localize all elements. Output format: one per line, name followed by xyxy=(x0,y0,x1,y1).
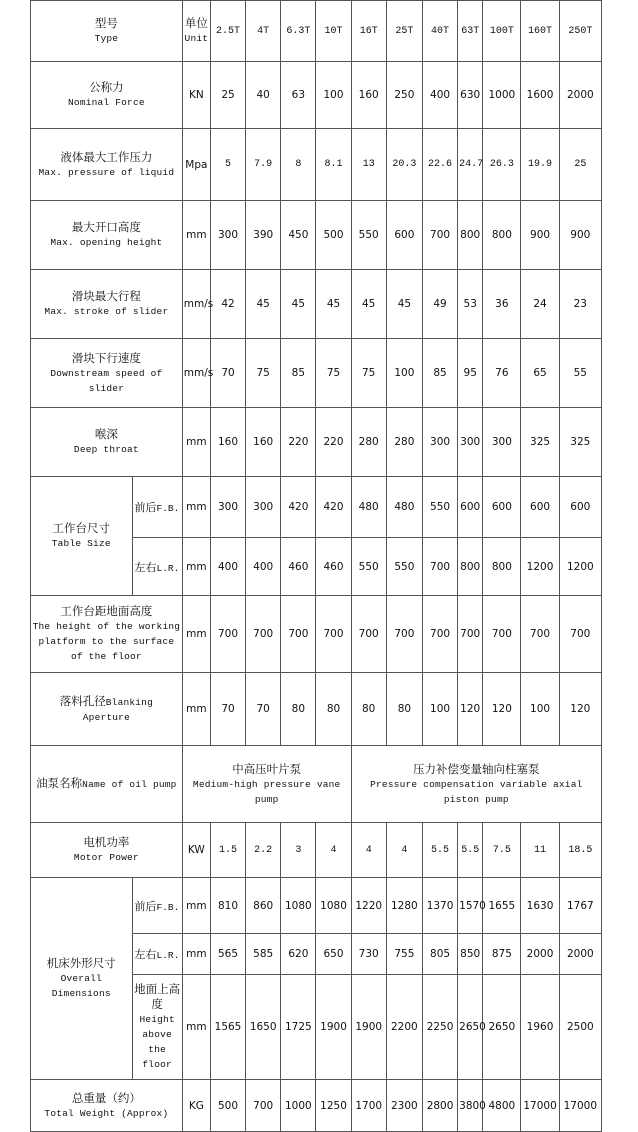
value-cell: 22.6 xyxy=(422,129,457,201)
value-cell: 700 xyxy=(422,538,457,596)
nominal-force-row xyxy=(31,62,602,129)
value-cell: 860 xyxy=(246,878,281,934)
value-cell: 13 xyxy=(351,129,386,201)
value-cell: 45 xyxy=(281,270,316,339)
unit-cell: mm xyxy=(182,408,210,477)
sub-label: 地面上高度 Height above the floor xyxy=(132,975,182,1080)
value-cell: 80 xyxy=(281,673,316,746)
value-cell: 700 xyxy=(483,596,521,673)
value-cell: 390 xyxy=(246,201,281,270)
value-cell: 420 xyxy=(281,477,316,538)
value-cell: 1600 xyxy=(521,62,559,129)
spec-table xyxy=(30,0,602,1132)
value-cell: 700 xyxy=(246,1080,281,1132)
unit-cell: mm xyxy=(182,201,210,270)
type-header: 型号 Type xyxy=(31,1,183,62)
value-cell: 700 xyxy=(559,596,601,673)
column-header: 40T xyxy=(422,1,457,62)
value-cell: 600 xyxy=(483,477,521,538)
value-cell: 300 xyxy=(210,477,245,538)
value-cell: 800 xyxy=(458,201,483,270)
value-cell: 480 xyxy=(386,477,422,538)
unit-cell: KN xyxy=(182,62,210,129)
value-cell: 1080 xyxy=(281,878,316,934)
total-weight-row xyxy=(31,1080,602,1132)
value-cell: 63 xyxy=(281,62,316,129)
value-cell: 19.9 xyxy=(521,129,559,201)
value-cell: 600 xyxy=(559,477,601,538)
value-cell: 75 xyxy=(316,339,351,408)
value-cell: 45 xyxy=(351,270,386,339)
value-cell: 24.7 xyxy=(458,129,483,201)
value-cell: 300 xyxy=(458,408,483,477)
value-cell: 300 xyxy=(422,408,457,477)
value-cell: 1000 xyxy=(483,62,521,129)
value-cell: 42 xyxy=(210,270,245,339)
oil-pump-row xyxy=(31,746,602,823)
value-cell: 800 xyxy=(483,538,521,596)
value-cell: 120 xyxy=(458,673,483,746)
max-stroke-row xyxy=(31,270,602,339)
value-cell: 4 xyxy=(351,823,386,878)
value-cell: 18.5 xyxy=(559,823,601,878)
value-cell: 8.1 xyxy=(316,129,351,201)
value-cell: 70 xyxy=(210,339,245,408)
value-cell: 5.5 xyxy=(422,823,457,878)
value-cell: 25 xyxy=(210,62,245,129)
value-cell: 4 xyxy=(386,823,422,878)
value-cell: 1900 xyxy=(351,975,386,1080)
row-label: 液体最大工作压力 Max. pressure of liquid xyxy=(31,129,183,201)
value-cell: 1565 xyxy=(210,975,245,1080)
max-pressure-row xyxy=(31,129,602,201)
unit-cell: mm xyxy=(182,477,210,538)
value-cell: 550 xyxy=(386,538,422,596)
value-cell: 700 xyxy=(351,596,386,673)
header-row xyxy=(31,1,602,62)
unit-cell: KW xyxy=(182,823,210,878)
value-cell: 700 xyxy=(386,596,422,673)
value-cell: 23 xyxy=(559,270,601,339)
value-cell: 2200 xyxy=(386,975,422,1080)
value-cell: 3 xyxy=(281,823,316,878)
value-cell: 1000 xyxy=(281,1080,316,1132)
value-cell: 700 xyxy=(246,596,281,673)
value-cell: 550 xyxy=(422,477,457,538)
value-cell: 160 xyxy=(246,408,281,477)
value-cell: 2800 xyxy=(422,1080,457,1132)
value-cell: 700 xyxy=(422,596,457,673)
unit-cell: mm xyxy=(182,538,210,596)
value-cell: 85 xyxy=(281,339,316,408)
value-cell: 400 xyxy=(422,62,457,129)
row-label: 公称力 Nominal Force xyxy=(31,62,183,129)
value-cell: 280 xyxy=(351,408,386,477)
value-cell: 7.5 xyxy=(483,823,521,878)
unit-cell: Mpa xyxy=(182,129,210,201)
value-cell: 4 xyxy=(316,823,351,878)
value-cell: 420 xyxy=(316,477,351,538)
value-cell: 2300 xyxy=(386,1080,422,1132)
column-header: 160T xyxy=(521,1,559,62)
value-cell: 550 xyxy=(351,538,386,596)
row-label: 总重量（约） Total Weight (Approx) xyxy=(31,1080,183,1132)
value-cell: 630 xyxy=(458,62,483,129)
value-cell: 220 xyxy=(281,408,316,477)
value-cell: 480 xyxy=(351,477,386,538)
value-cell: 600 xyxy=(521,477,559,538)
value-cell: 500 xyxy=(210,1080,245,1132)
value-cell: 2000 xyxy=(559,934,601,975)
value-cell: 45 xyxy=(246,270,281,339)
value-cell: 75 xyxy=(351,339,386,408)
value-cell: 160 xyxy=(210,408,245,477)
value-cell: 1220 xyxy=(351,878,386,934)
value-cell: 70 xyxy=(210,673,245,746)
unit-cell: mm/s xyxy=(182,270,210,339)
value-cell: 20.3 xyxy=(386,129,422,201)
value-cell: 805 xyxy=(422,934,457,975)
value-cell: 2650 xyxy=(458,975,483,1080)
piston-pump-cell: 压力补偿变量轴向柱塞泵 Pressure compensation variable axial piston pump xyxy=(351,746,601,823)
value-cell: 11 xyxy=(521,823,559,878)
column-header: 16T xyxy=(351,1,386,62)
sub-label: 前后F.B. xyxy=(132,878,182,934)
row-label: 工作台尺寸 Table Size xyxy=(31,477,133,596)
value-cell: 5 xyxy=(210,129,245,201)
value-cell: 1900 xyxy=(316,975,351,1080)
value-cell: 700 xyxy=(316,596,351,673)
value-cell: 1570 xyxy=(458,878,483,934)
value-cell: 800 xyxy=(458,538,483,596)
value-cell: 460 xyxy=(281,538,316,596)
value-cell: 1080 xyxy=(316,878,351,934)
row-label: 机床外形尺寸 Overall Dimensions xyxy=(31,878,133,1080)
unit-cell: mm xyxy=(182,596,210,673)
sub-label: 左右L.R. xyxy=(132,934,182,975)
value-cell: 400 xyxy=(210,538,245,596)
value-cell: 1200 xyxy=(559,538,601,596)
motor-power-row xyxy=(31,823,602,878)
unit-cell: KG xyxy=(182,1080,210,1132)
value-cell: 700 xyxy=(521,596,559,673)
value-cell: 300 xyxy=(210,201,245,270)
unit-cell: mm/s xyxy=(182,339,210,408)
value-cell: 25 xyxy=(559,129,601,201)
row-label: 喉深 Deep throat xyxy=(31,408,183,477)
value-cell: 1700 xyxy=(351,1080,386,1132)
value-cell: 700 xyxy=(458,596,483,673)
value-cell: 250 xyxy=(386,62,422,129)
value-cell: 80 xyxy=(316,673,351,746)
value-cell: 700 xyxy=(210,596,245,673)
column-header: 100T xyxy=(483,1,521,62)
value-cell: 2650 xyxy=(483,975,521,1080)
value-cell: 500 xyxy=(316,201,351,270)
value-cell: 850 xyxy=(458,934,483,975)
row-label: 电机功率 Motor Power xyxy=(31,823,183,878)
value-cell: 460 xyxy=(316,538,351,596)
platform-height-row xyxy=(31,596,602,673)
blanking-aperture-row xyxy=(31,673,602,746)
value-cell: 220 xyxy=(316,408,351,477)
value-cell: 45 xyxy=(316,270,351,339)
value-cell: 620 xyxy=(281,934,316,975)
value-cell: 100 xyxy=(521,673,559,746)
value-cell: 80 xyxy=(351,673,386,746)
value-cell: 2000 xyxy=(559,62,601,129)
sub-label: 前后F.B. xyxy=(132,477,182,538)
value-cell: 45 xyxy=(386,270,422,339)
value-cell: 4800 xyxy=(483,1080,521,1132)
value-cell: 550 xyxy=(351,201,386,270)
value-cell: 1.5 xyxy=(210,823,245,878)
value-cell: 55 xyxy=(559,339,601,408)
value-cell: 600 xyxy=(458,477,483,538)
value-cell: 49 xyxy=(422,270,457,339)
value-cell: 100 xyxy=(316,62,351,129)
value-cell: 76 xyxy=(483,339,521,408)
value-cell: 400 xyxy=(246,538,281,596)
value-cell: 95 xyxy=(458,339,483,408)
unit-header: 单位 Unit xyxy=(182,1,210,62)
value-cell: 1250 xyxy=(316,1080,351,1132)
value-cell: 650 xyxy=(316,934,351,975)
row-label: 落料孔径Blanking Aperture xyxy=(31,673,183,746)
value-cell: 8 xyxy=(281,129,316,201)
column-header: 250T xyxy=(559,1,601,62)
overall-fb-row xyxy=(31,878,602,934)
value-cell: 65 xyxy=(521,339,559,408)
value-cell: 755 xyxy=(386,934,422,975)
value-cell: 85 xyxy=(422,339,457,408)
value-cell: 280 xyxy=(386,408,422,477)
vane-pump-cell: 中高压叶片泵 Medium-high pressure vane pump xyxy=(182,746,351,823)
value-cell: 53 xyxy=(458,270,483,339)
column-header: 25T xyxy=(386,1,422,62)
downstream-speed-row xyxy=(31,339,602,408)
unit-cell: mm xyxy=(182,878,210,934)
value-cell: 900 xyxy=(521,201,559,270)
value-cell: 5.5 xyxy=(458,823,483,878)
value-cell: 17000 xyxy=(559,1080,601,1132)
value-cell: 450 xyxy=(281,201,316,270)
value-cell: 565 xyxy=(210,934,245,975)
value-cell: 700 xyxy=(422,201,457,270)
value-cell: 585 xyxy=(246,934,281,975)
value-cell: 3800 xyxy=(458,1080,483,1132)
value-cell: 1725 xyxy=(281,975,316,1080)
value-cell: 36 xyxy=(483,270,521,339)
value-cell: 1200 xyxy=(521,538,559,596)
column-header: 6.3T xyxy=(281,1,316,62)
value-cell: 700 xyxy=(281,596,316,673)
value-cell: 100 xyxy=(386,339,422,408)
row-label: 工作台距地面高度 The height of the working platform to the surface of the floor xyxy=(31,596,183,673)
column-header: 4T xyxy=(246,1,281,62)
row-label: 滑块下行速度 Downstream speed of slider xyxy=(31,339,183,408)
value-cell: 810 xyxy=(210,878,245,934)
value-cell: 1960 xyxy=(521,975,559,1080)
value-cell: 2250 xyxy=(422,975,457,1080)
row-label: 最大开口高度 Max. opening height xyxy=(31,201,183,270)
value-cell: 1650 xyxy=(246,975,281,1080)
value-cell: 75 xyxy=(246,339,281,408)
value-cell: 160 xyxy=(351,62,386,129)
value-cell: 600 xyxy=(386,201,422,270)
value-cell: 875 xyxy=(483,934,521,975)
value-cell: 300 xyxy=(483,408,521,477)
value-cell: 80 xyxy=(386,673,422,746)
value-cell: 70 xyxy=(246,673,281,746)
value-cell: 730 xyxy=(351,934,386,975)
unit-cell: mm xyxy=(182,673,210,746)
unit-cell: mm xyxy=(182,975,210,1080)
value-cell: 1767 xyxy=(559,878,601,934)
unit-cell: mm xyxy=(182,934,210,975)
value-cell: 120 xyxy=(483,673,521,746)
value-cell: 325 xyxy=(559,408,601,477)
max-opening-row xyxy=(31,201,602,270)
value-cell: 24 xyxy=(521,270,559,339)
row-label: 滑块最大行程 Max. stroke of slider xyxy=(31,270,183,339)
value-cell: 26.3 xyxy=(483,129,521,201)
value-cell: 300 xyxy=(246,477,281,538)
value-cell: 1630 xyxy=(521,878,559,934)
value-cell: 1370 xyxy=(422,878,457,934)
value-cell: 2500 xyxy=(559,975,601,1080)
column-header: 2.5T xyxy=(210,1,245,62)
value-cell: 2.2 xyxy=(246,823,281,878)
table-size-fb-row xyxy=(31,477,602,538)
value-cell: 7.9 xyxy=(246,129,281,201)
value-cell: 120 xyxy=(559,673,601,746)
sub-label: 左右L.R. xyxy=(132,538,182,596)
value-cell: 1655 xyxy=(483,878,521,934)
value-cell: 2000 xyxy=(521,934,559,975)
deep-throat-row xyxy=(31,408,602,477)
value-cell: 325 xyxy=(521,408,559,477)
value-cell: 17000 xyxy=(521,1080,559,1132)
value-cell: 40 xyxy=(246,62,281,129)
column-header: 10T xyxy=(316,1,351,62)
value-cell: 100 xyxy=(422,673,457,746)
value-cell: 800 xyxy=(483,201,521,270)
row-label: 油泵名称Name of oil pump xyxy=(31,746,183,823)
column-header: 63T xyxy=(458,1,483,62)
value-cell: 900 xyxy=(559,201,601,270)
value-cell: 1280 xyxy=(386,878,422,934)
